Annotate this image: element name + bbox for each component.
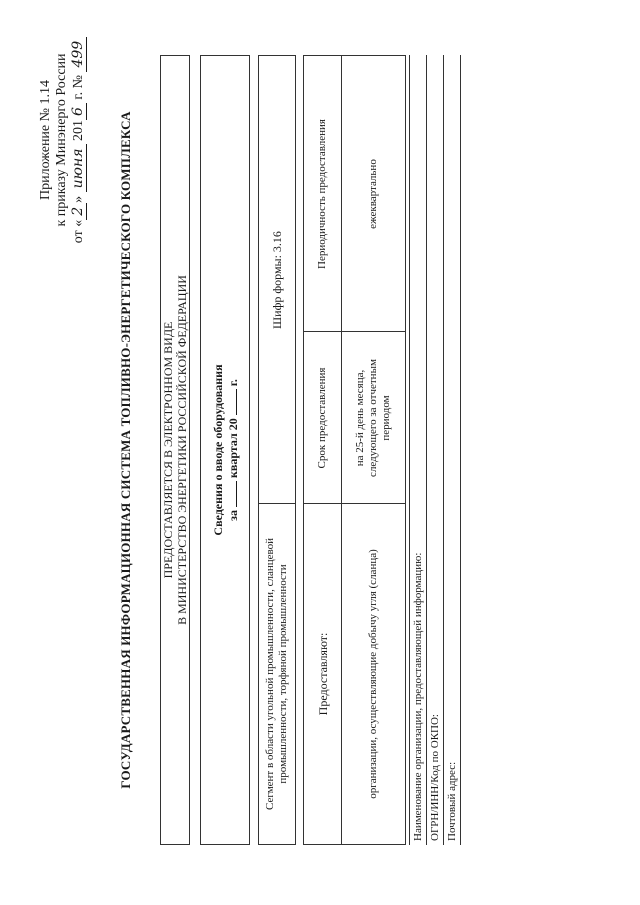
main-title: ГОСУДАРСТВЕННАЯ ИНФОРМАЦИОННАЯ СИСТЕМА ТОПЛИВНО-ЭНЕРГЕТИЧЕСКОГО КОМПЛЕКСА [118, 111, 133, 789]
table-row-frequency: ежеквартально [367, 159, 379, 229]
report-title-box [200, 55, 250, 845]
org-name-label: Наименование организации, предоставляющей информацию: [412, 552, 424, 841]
order-month: июня [70, 145, 87, 193]
order-year-digit: 6 [70, 103, 87, 120]
header-frequency: Периодичность предоставления [316, 119, 328, 269]
header-submitters: Предоставляют: [315, 632, 330, 716]
order-number: 499 [70, 37, 87, 72]
submission-table [303, 55, 406, 845]
electronic-line-2: В МИНИСТЕРСТВО ЭНЕРГЕТИКИ РОССИЙСКОЙ ФЕДЕРАЦИИ [175, 275, 189, 625]
form-code: Шифр формы: 3.16 [270, 231, 284, 329]
report-period: за квартал 20 г. [225, 379, 240, 521]
address-label: Почтовый адрес: [446, 761, 458, 841]
header-deadline: Срок предоставления [316, 367, 328, 469]
table-row-submitters: организации, осуществляющие добычу угля (сланца) [367, 549, 379, 799]
segment-line-2: промышленности, торфяной промышленности [277, 564, 289, 784]
appendix-block [38, 15, 87, 265]
electronic-submission-box [160, 55, 190, 845]
table-row-deadline: на 25-й день месяца, следующего за отчетным периодом [354, 359, 392, 477]
appendix-order-ref: к приказу Минэнерго России [54, 53, 69, 227]
segment-line-1: Сегмент в области угольной промышленности, сланцевой [264, 538, 276, 811]
segment-box [258, 55, 296, 845]
ogrn-label: ОГРН/ИНН/Код по ОКПО: [429, 714, 441, 841]
order-day: 2 [70, 203, 87, 220]
quarter-blank[interactable] [225, 481, 237, 507]
year-blank[interactable] [225, 389, 237, 415]
appendix-number: Приложение № 1.14 [38, 80, 53, 200]
appendix-order-date: от «2» июня 2016 г. № 499 [70, 15, 87, 265]
org-info-block [409, 55, 461, 845]
segment-cell [259, 504, 295, 844]
report-title: Сведения о вводе оборудования [210, 364, 225, 536]
electronic-line-1: ПРЕДОСТАВЛЯЕТСЯ В ЭЛЕКТРОННОМ ВИДЕ [161, 321, 175, 579]
